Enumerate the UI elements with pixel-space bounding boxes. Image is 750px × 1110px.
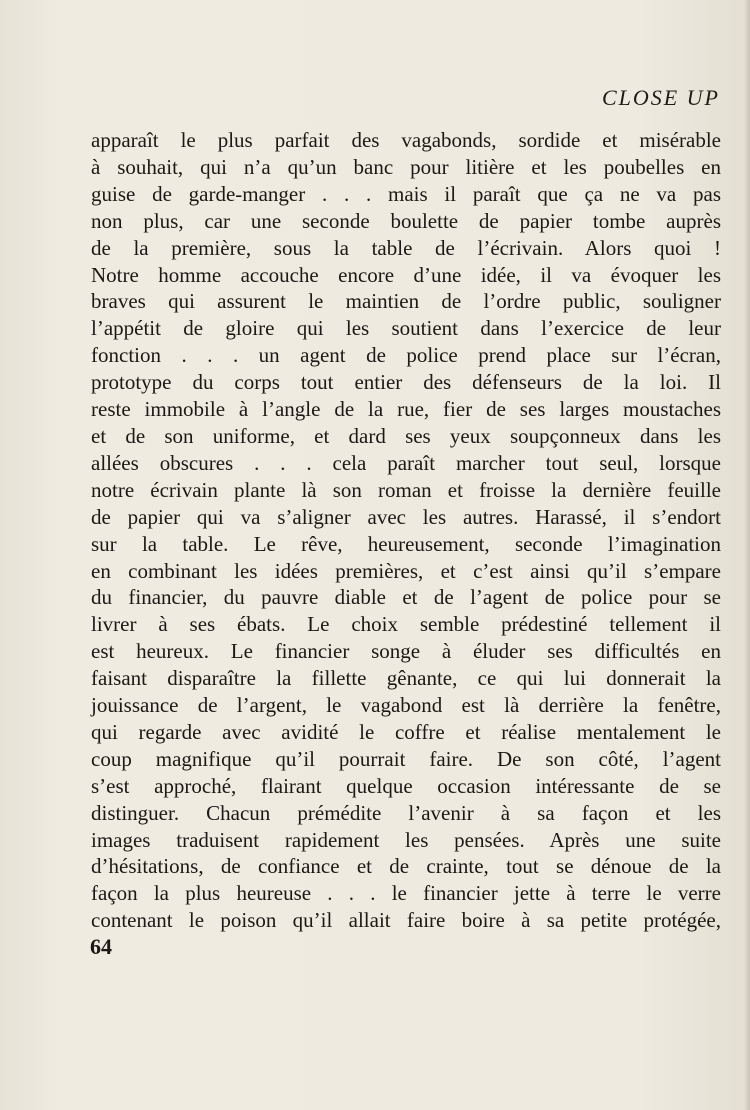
text-line: Notre homme accouche encore d’une idée, il va évoquer les [91,262,721,287]
text-line: notre écrivain plante là son roman et froisse la dernière feuille [91,477,721,502]
text-line: apparaît le plus parfait des vagabonds, sordide et misérable [91,128,721,152]
text-line: jouissance de l’argent, le vagabond est là derrière la fenêtre, [91,693,721,718]
text-line: reste immobile à l’angle de la rue, fier de ses larges moustaches [91,397,721,422]
page-number: 64 [90,934,112,959]
text-line: faisant disparaître la fillette gênante, ce qui lui donnerait la [91,666,721,691]
text-line: d’hésitations, de confiance et de crainte, tout se dénoue de la [91,854,721,879]
text-line: et de son uniforme, et dard ses yeux soupçonneux dans les [91,423,721,448]
text-line: coup magnifique qu’il pourrait faire. De son côté, l’agent [91,746,721,771]
text-line: façon la plus heureuse . . . le financier jette à terre le verre [91,881,721,906]
text-line: allées obscures . . . cela paraît marcher tout seul, lorsque [91,450,721,475]
text-line: images traduisent rapidement les pensées. Après une suite [91,827,721,852]
text-line: fonction . . . un agent de police prend place sur l’écran, [91,343,721,368]
text-line: du financier, du pauvre diable et de l’agent de police pour se [91,585,721,610]
text-line: livrer à ses ébats. Le choix semble prédestiné tellement il [91,612,721,637]
text-line: sur la table. Le rêve, heureusement, seconde l’imagination [91,531,721,556]
text-line: l’appétit de gloire qui les soutient dans l’exercice de leur [91,316,721,341]
text-line: braves qui assurent le maintien de l’ordre public, souligner [91,289,721,314]
text-line: prototype du corps tout entier des défenseurs de la loi. Il [91,370,721,395]
text-line: contenant le poison qu’il allait faire boire à sa petite protégée, [91,908,721,933]
page-edge-shadow [744,0,750,1110]
text-line: s’est approché, flairant quelque occasion intéressante de se [91,773,721,798]
text-line: distinguer. Chacun prémédite l’avenir à sa façon et les [91,800,721,825]
text-line: à souhait, qui n’a qu’un banc pour litière et les poubelles en [91,154,721,179]
text-line: guise de garde-manger . . . mais il paraît que ça ne va pas [91,181,721,206]
text-line: est heureux. Le financier songe à éluder ses difficultés en [91,639,721,664]
text-line: non plus, car une seconde boulette de papier tombe auprès [91,208,721,233]
text-line: en combinant les idées premières, et c’est ainsi qu’il s’empare [91,558,721,583]
text-line: de la première, sous la table de l’écrivain. Alors quoi ! [91,235,721,260]
text-line: de papier qui va s’aligner avec les autres. Harassé, il s’endort [91,504,721,529]
text-line: qui regarde avec avidité le coffre et réalise mentalement le [91,719,721,744]
body-text [91,127,721,934]
running-head: CLOSE UP [601,85,720,110]
